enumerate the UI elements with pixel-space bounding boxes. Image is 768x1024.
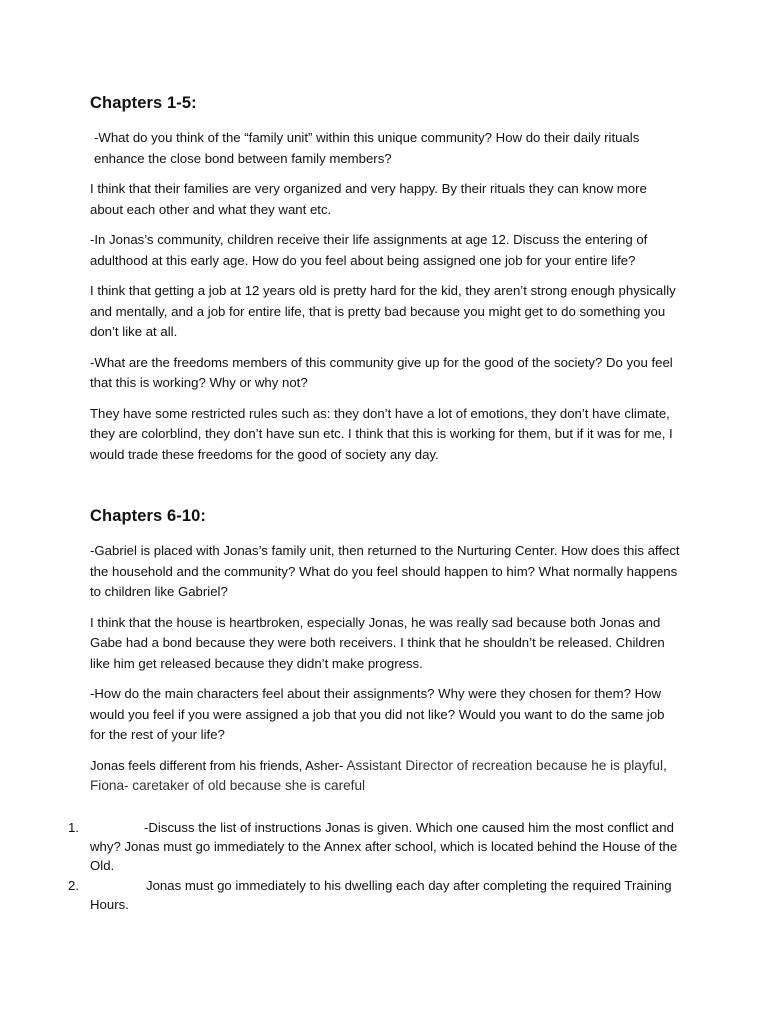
question-life-assignments: -In Jonas’s community, children receive their life assignments at age 12. Discuss the entering of adulthood at this early age. How do you feel about being assigned one job for your entire life?	[90, 232, 648, 268]
answer-assignments-part-1: Jonas feels different from his friends, Asher-	[90, 757, 344, 773]
list-item-text	[90, 818, 680, 876]
instructions-list	[68, 818, 680, 914]
question-family-unit: -What do you think of the “family unit” within this unique community? How do their daily rituals enhance the close bond between family members?	[94, 130, 640, 166]
question-freedoms: -What are the freedoms members of this community give up for the good of the society? Do you feel that this is working? Why or why not?	[90, 354, 673, 390]
answer-freedoms: They have some restricted rules such as: they don’t have a lot of emotions, they don’t have climate, they are colorblind, they don’t have sun etc. I think that this is working for them, but if it was for me, I would trade these freedoms for the good of society any day.	[90, 405, 673, 462]
section-heading-chapters-6-10: Chapters 6-10:	[90, 507, 207, 525]
list-item-text-content: -Discuss the list of instructions Jonas is given. Which one caused him the most conflict and why? Jonas must go immediately to the Annex after school, which is located behind the House of the Old.	[90, 820, 678, 874]
answer-life-assignments: I think that getting a job at 12 years old is pretty hard for the kid, they aren’t strong enough physically and mentally, and a job for entire life, that is pretty bad because you might get to do something you don’t like at all.	[90, 283, 676, 339]
section-heading-chapters-1-5: Chapters 1-5:	[90, 94, 197, 112]
question-gabriel: -Gabriel is placed with Jonas’s family unit, then returned to the Nurturing Center. How does this affect the household and the community? What do you feel should happen to him? What normally happens to children like Gabriel?	[90, 543, 680, 599]
answer-assignments-part-2: Assistant Director of recreation because he is playful, Fiona- caretaker of old because she is careful	[90, 757, 667, 793]
list-item-text-content: Jonas must go immediately to his dwelling each day after completing the required Training Hours.	[90, 877, 672, 912]
list-item-text	[90, 876, 680, 914]
answer-assignments	[90, 756, 680, 797]
document-body	[68, 92, 680, 914]
list-item-number: 1.	[68, 820, 79, 835]
list-item	[68, 818, 680, 876]
answer-gabriel: I think that the house is heartbroken, especially Jonas, he was really sad because both Jonas and Gabe had a bond because they were both receivers. I think that he shouldn’t be released. Children like him get released because they didn’t make progress.	[90, 614, 665, 671]
list-item	[68, 876, 680, 914]
answer-family-unit: I think that their families are very organized and very happy. By their rituals they can know more about each other and what they want etc.	[90, 181, 647, 217]
question-assignments: -How do the main characters feel about their assignments? Why were they chosen for them? How would you feel if you were assigned a job that you did not like? Would you want to do the same job for the rest of your life?	[90, 686, 665, 742]
list-item-number: 2.	[68, 877, 79, 893]
